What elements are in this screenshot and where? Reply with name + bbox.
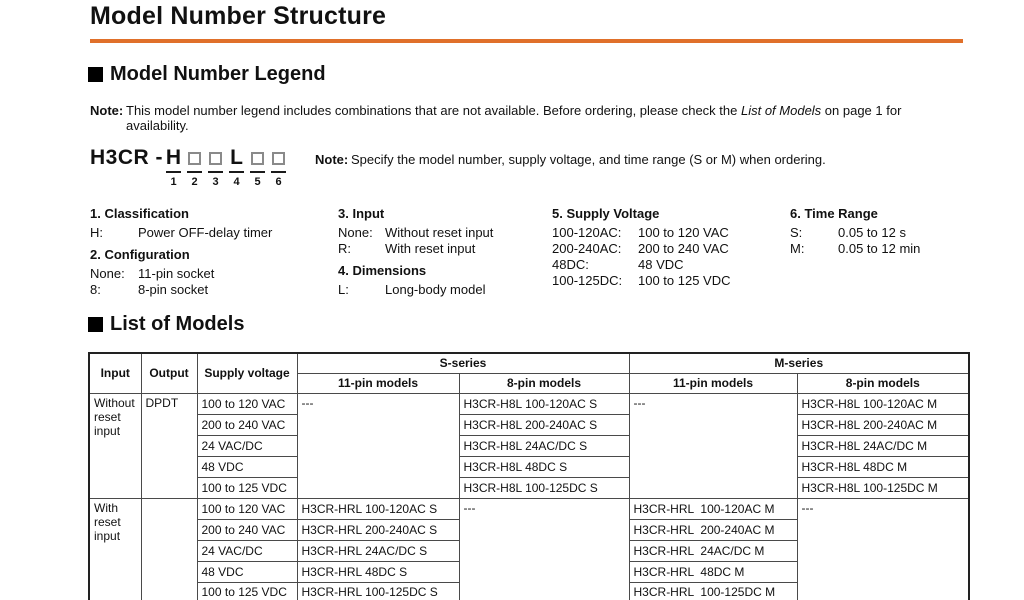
code-prefix: H3CR - — [90, 146, 164, 169]
section-title: 2. Configuration — [90, 247, 190, 262]
note-label: Note: — [315, 152, 349, 167]
item-value: 200 to 240 VAC — [638, 241, 729, 256]
legend-heading-label: Model Number Legend — [110, 63, 326, 85]
item-label: R: — [338, 241, 351, 256]
note-text-part: This model number legend includes combinations that are not available. Before ordering, please check the — [126, 103, 741, 118]
cell-s8-none: --- — [459, 498, 629, 600]
cell-supply: 100 to 120 VAC — [197, 498, 297, 519]
code-blank-box-icon — [209, 152, 222, 165]
item-label: 8: — [90, 282, 101, 297]
legend-item — [338, 282, 550, 298]
legend-item — [552, 225, 788, 241]
code-digit: 5 — [254, 176, 261, 188]
cell-output: DPDT — [141, 393, 197, 498]
code-digit: 1 — [170, 176, 177, 188]
legend-item — [90, 282, 336, 298]
legend-col-supply-voltage — [552, 206, 788, 289]
item-label: None: — [338, 225, 373, 240]
item-value: 11-pin socket — [138, 266, 215, 281]
cell-model: H3CR-HRL 100-120AC M — [629, 498, 797, 519]
cell-s11-none: --- — [297, 393, 459, 498]
cell-supply: 100 to 120 VAC — [197, 393, 297, 414]
cell-supply: 48 VDC — [197, 456, 297, 477]
item-label: 100-120AC: — [552, 225, 622, 240]
cell-model: H3CR-HRL 100-125DC S — [297, 582, 459, 600]
item-value: 100 to 120 VAC — [638, 225, 729, 240]
note-text-italic: List of Models — [740, 103, 822, 118]
cell-supply: 24 VAC/DC — [197, 540, 297, 561]
code-position-3 — [205, 146, 226, 188]
section-title: 1. Classification — [90, 206, 189, 221]
cell-model: H3CR-H8L 100-125DC M — [797, 477, 969, 498]
item-label: M: — [790, 241, 805, 256]
col-header-m-8pin: 8-pin models — [797, 373, 969, 393]
cell-input-group: With reset input — [89, 498, 141, 600]
code-underline — [187, 171, 202, 173]
item-value: Long-body model — [385, 282, 486, 297]
cell-output — [141, 498, 197, 600]
page-title: Model Number Structure — [90, 2, 387, 30]
legend-item — [552, 273, 788, 289]
code-digit: 3 — [212, 176, 219, 188]
code-digit: 4 — [233, 176, 240, 188]
item-value: With reset input — [385, 241, 476, 256]
code-position-1 — [163, 146, 184, 188]
legend-col-input — [338, 206, 550, 298]
legend-heading — [88, 63, 326, 86]
code-char: H — [165, 146, 182, 169]
ordering-note — [315, 152, 995, 167]
cell-supply: 200 to 240 VAC — [197, 519, 297, 540]
legend-item — [552, 241, 788, 257]
cell-supply: 24 VAC/DC — [197, 435, 297, 456]
table-row — [89, 477, 969, 498]
table-row — [89, 498, 969, 519]
cell-m11-none: --- — [629, 393, 797, 498]
legend-col-classification — [90, 206, 336, 298]
item-label: H: — [90, 225, 103, 240]
cell-model: H3CR-HRL 200-240AC M — [629, 519, 797, 540]
code-blank-box-icon — [272, 152, 285, 165]
col-header-output: Output — [141, 353, 197, 393]
title-rule-divider — [90, 39, 963, 43]
availability-note — [90, 103, 950, 133]
section-title: 4. Dimensions — [338, 263, 427, 278]
item-label: 100-125DC: — [552, 273, 623, 288]
code-position-6 — [268, 146, 289, 188]
item-value: 0.05 to 12 min — [838, 241, 921, 256]
cell-model: H3CR-H8L 200-240AC M — [797, 414, 969, 435]
item-value: 48 VDC — [638, 257, 684, 272]
cell-model: H3CR-H8L 200-240AC S — [459, 414, 629, 435]
section-square-icon — [88, 67, 103, 82]
section-title: 6. Time Range — [790, 206, 878, 221]
section-title: 5. Supply Voltage — [552, 206, 660, 221]
item-value: Without reset input — [385, 225, 494, 240]
code-position-4 — [226, 146, 247, 188]
legend-item — [552, 257, 788, 273]
note-line2: availability. — [126, 118, 189, 133]
legend-item — [790, 225, 990, 241]
models-heading-label: List of Models — [110, 313, 245, 335]
code-blank-box-icon — [188, 152, 201, 165]
list-of-models — [88, 352, 970, 600]
legend-item — [790, 241, 990, 257]
table-header-row — [89, 353, 969, 373]
cell-supply: 100 to 125 VDC — [197, 477, 297, 498]
item-value: 8-pin socket — [138, 282, 209, 297]
code-underline — [250, 171, 265, 173]
cell-model: H3CR-H8L 24AC/DC M — [797, 435, 969, 456]
col-header-m-11pin: 11-pin models — [629, 373, 797, 393]
table-row — [89, 393, 969, 414]
section-title: 3. Input — [338, 206, 385, 221]
section-square-icon — [88, 317, 103, 332]
models-heading — [88, 313, 244, 336]
note-text — [126, 103, 901, 133]
cell-model: H3CR-HRL 24AC/DC M — [629, 540, 797, 561]
cell-model: H3CR-H8L 100-120AC M — [797, 393, 969, 414]
item-value: 0.05 to 12 s — [838, 225, 906, 240]
item-value: 100 to 125 VDC — [638, 273, 731, 288]
note-text: Specify the model number, supply voltage, and time range (S or M) when ordering. — [351, 152, 826, 167]
code-blank-box-icon — [251, 152, 264, 165]
note-label: Note: — [90, 103, 124, 118]
cell-model: H3CR-H8L 48DC M — [797, 456, 969, 477]
cell-supply: 100 to 125 VDC — [197, 582, 297, 600]
item-label: None: — [90, 266, 125, 281]
item-label: L: — [338, 282, 349, 297]
code-position-2 — [184, 146, 205, 188]
table-row — [89, 414, 969, 435]
models-table — [88, 352, 970, 600]
item-label: S: — [790, 225, 803, 240]
cell-model: H3CR-H8L 48DC S — [459, 456, 629, 477]
cell-model: H3CR-HRL 24AC/DC S — [297, 540, 459, 561]
note-text-part: on page 1 for — [821, 103, 902, 118]
cell-model: H3CR-HRL 48DC S — [297, 561, 459, 582]
cell-supply: 200 to 240 VAC — [197, 414, 297, 435]
col-header-s-8pin: 8-pin models — [459, 373, 629, 393]
cell-supply: 48 VDC — [197, 561, 297, 582]
item-label: 200-240AC: — [552, 241, 622, 256]
code-digit: 6 — [275, 176, 282, 188]
cell-model: H3CR-H8L 100-120AC S — [459, 393, 629, 414]
item-value: Power OFF-delay timer — [138, 225, 273, 240]
code-underline — [208, 171, 223, 173]
col-header-s-11pin: 11-pin models — [297, 373, 459, 393]
cell-model: H3CR-H8L 100-125DC S — [459, 477, 629, 498]
note-line1 — [126, 103, 901, 118]
cell-input-group: Without reset input — [89, 393, 141, 498]
code-underline — [166, 171, 181, 173]
cell-model: H3CR-H8L 24AC/DC S — [459, 435, 629, 456]
code-underline — [229, 171, 244, 173]
code-char: L — [230, 146, 243, 169]
cell-model: H3CR-HRL 48DC M — [629, 561, 797, 582]
model-number-code — [90, 146, 289, 188]
cell-model: H3CR-HRL 200-240AC S — [297, 519, 459, 540]
legend-item — [90, 266, 336, 282]
col-header-s-series: S-series — [297, 353, 629, 373]
code-digit: 2 — [191, 176, 198, 188]
code-position-5 — [247, 146, 268, 188]
legend-item — [90, 225, 336, 241]
col-header-supply: Supply voltage — [197, 353, 297, 393]
col-header-m-series: M-series — [629, 353, 969, 373]
legend-col-time-range — [790, 206, 990, 257]
code-underline — [271, 171, 286, 173]
col-header-input: Input — [89, 353, 141, 393]
cell-model: H3CR-HRL 100-125DC M — [629, 582, 797, 600]
cell-model: H3CR-HRL 100-120AC S — [297, 498, 459, 519]
cell-m8-none: --- — [797, 498, 969, 600]
table-row — [89, 435, 969, 456]
legend-item — [338, 225, 550, 241]
table-row — [89, 456, 969, 477]
item-label: 48DC: — [552, 257, 589, 272]
legend-item — [338, 241, 550, 257]
